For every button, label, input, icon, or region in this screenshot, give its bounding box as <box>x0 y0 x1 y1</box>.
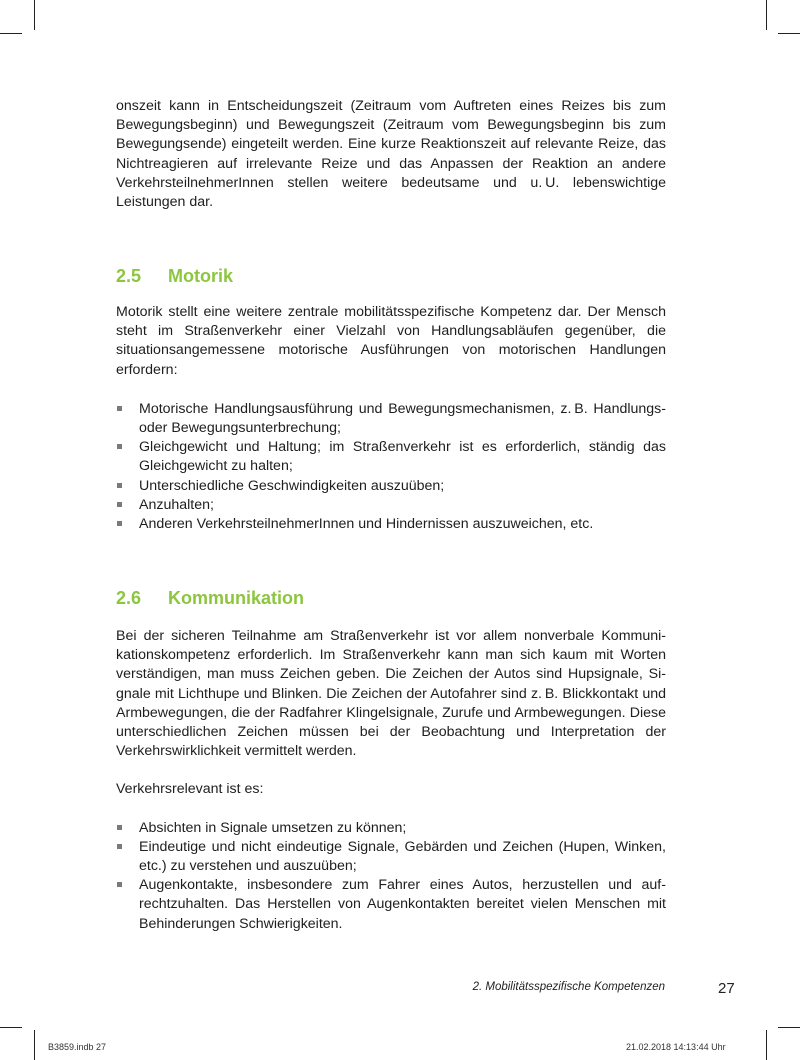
list-item: Gleichgewicht und Haltung; im Straßenverkehr ist es erforderlich, ständig das Gleichgewicht zu halten; <box>116 438 666 476</box>
bullet-square-icon <box>117 882 122 887</box>
bullet-square-icon <box>117 406 122 411</box>
section-paragraph: Motorik stellt eine weitere zentrale mobilitätsspezifische Kompetenz dar. Der Mensch steht im Straßenverkehr einer Vielzahl von Handlungsabläufen gegenüber, die situationsangemessene motorische Ausführungen von motorischen Handlungen erfordern: <box>116 304 666 378</box>
section-title: Kommunikation <box>168 588 305 608</box>
list-item: Absichten in Signale umsetzen zu können; <box>116 819 666 838</box>
list-item: Anderen VerkehrsteilnehmerInnen und Hindernissen auszuweichen, etc. <box>116 515 666 534</box>
section-paragraph: Bei der sicheren Teilnahme am Straßenverkehr ist vor allem nonverbale Kommunikationskompetenz erforderlich. Im Straßenverkehr kann man sich kaum mit Worten verständigen, man muss Zeichen geben. Die Zeichen der Autos sind Hupsignale, Signale mit Lichthupe und Blinken. Die Zeichen der Autofahrer sind z. B. Blickkontakt und Armbewegungen, die der Radfahrer Klingelsignale, Zurufe und Armbewegungen. Diese unterschiedlichen Zeichen müssen bei der Beobachtung und Interpretation der Verkehrswirklichkeit vermittelt werden. <box>116 628 666 760</box>
bullet-square-icon <box>117 502 122 507</box>
bullet-list <box>116 400 666 534</box>
list-item: Eindeutige und nicht eindeutige Signale, Gebärden und Zeichen (Hupen, Winken, etc.) zu verstehen und auszuüben; <box>116 838 666 876</box>
bullet-square-icon <box>117 825 122 830</box>
list-item: Anzuhalten; <box>116 496 666 515</box>
bullet-square-icon <box>117 521 122 526</box>
lead-line: Verkehrsrelevant ist es: <box>116 781 264 798</box>
slug-file: B3859.indb 27 <box>48 1042 107 1052</box>
list-item: Motorische Handlungsausführung und Bewegungsmechanismen, z. B. Handlungs- oder Bewegungsunterbrechung; <box>116 400 666 438</box>
crop-mark <box>766 1030 767 1060</box>
intro-block <box>116 97 666 212</box>
bullet-square-icon <box>117 844 122 849</box>
section-title: Motorik <box>168 266 233 286</box>
crop-mark <box>778 33 800 34</box>
running-title: 2. Mobilitätsspezifische Kompetenzen <box>472 981 665 993</box>
crop-mark <box>0 1027 22 1028</box>
crop-mark <box>766 0 767 30</box>
section-number: 2.5 <box>116 266 142 286</box>
bullet-square-icon <box>117 483 122 488</box>
section-kommunikation <box>116 587 666 934</box>
section-heading <box>116 265 666 287</box>
intro-paragraph: onszeit kann in Entscheidungszeit (Zeitraum vom Auftreten eines Reizes bis zum Bewegungsbeginn) und Bewegungszeit (Zeitraum vom Bewegungsbeginn bis zum Bewegungsende) eingeteilt werden. Eine kurze Reaktionszeit auf relevante Reize, das Nichtreagieren auf irrelevante Reize und das Anpassen der Reaktion an andere VerkehrsteilnehmerInnen stellen weitere bedeutsame und u. U. lebenswichtige Leistungen dar. <box>116 98 666 211</box>
crop-mark <box>34 0 35 30</box>
crop-mark <box>778 1027 800 1028</box>
page-number: 27 <box>718 980 735 997</box>
section-number: 2.6 <box>116 588 142 608</box>
bullet-list <box>116 819 666 934</box>
section-heading <box>116 587 666 609</box>
list-item: Augenkontakte, insbesondere zum Fahrer eines Autos, herzustellen und aufrechtzuhalten. Das Herstellen von Augenkontakten bereitet vielen Menschen mit Behinderungen Schwierigkeiten. <box>116 876 666 934</box>
crop-mark <box>0 33 22 34</box>
crop-mark <box>34 1030 35 1060</box>
list-item: Unterschiedliche Geschwindigkeiten auszuüben; <box>116 477 666 496</box>
slug-date: 21.02.2018 14:13:44 Uhr <box>626 1042 726 1052</box>
section-motorik <box>116 265 666 534</box>
bullet-square-icon <box>117 444 122 449</box>
